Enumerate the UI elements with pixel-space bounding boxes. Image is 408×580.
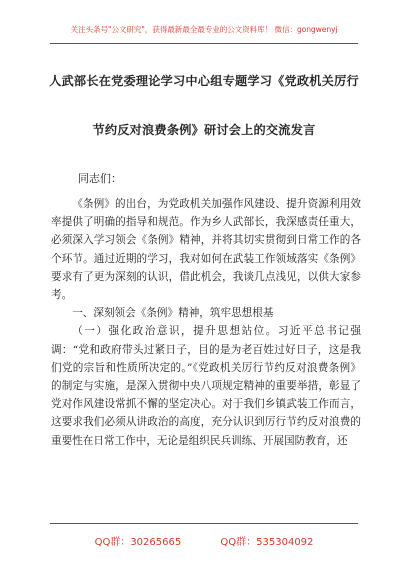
document-title-line-2: 节约反对浪费条例》研讨会上的交流发言 xyxy=(92,123,316,137)
greeting: 同志们： xyxy=(78,172,122,185)
document-title-line-1: 人武部长在党委理论学习中心组专题学习《党政机关厉行 xyxy=(49,74,359,88)
header-divider xyxy=(50,43,358,44)
body-paragraph: 《条例》的出台，为党政机关加强作风建设、提升资源利用效率提供了明确的指导和规范。作为乡人武部长，我深感责任重大，必须深入学习领会《条例》精神，并将其切实贯彻到日常工作的各个环节。通过近期的学习，我对如何在武装工作领域落实《条例》要求有了更为深刻的认识，借此机会，我谈几点浅见，以供大家参考。 xyxy=(51,198,361,302)
footer-divider xyxy=(50,523,358,524)
header-banner: 关注头条号"公文研究"，获得最新最全最专业的公文资料库！ 微信：gongwenyj xyxy=(70,25,338,34)
document-body xyxy=(51,195,361,450)
section-heading: 一、深刻领会《条例》精神，筑牢思想根基 xyxy=(72,307,274,320)
footer-qq-group-1: QQ群：30265665 xyxy=(94,537,182,548)
body-paragraph: （一）强化政治意识，提升思想站位。习近平总书记强调：“党和政府带头过紧日子，目的是为老百姓过好日子，这是我们党的宗旨和性质所决定的。”《党政机关厉行节约反对浪费条例》的制定与实施，是深入贯彻中央八项规定精神的重要举措，彰显了党对作风建设常抓不懈的坚定决心。对于我们乡镇武装工作而言，这要求我们必须从讲政治的高度，充分认识到厉行节约反对浪费的重要性在日常工作中，无论是组织民兵训练、开展国防教育，还 xyxy=(51,325,361,447)
footer-qq-group-2: QQ群：535304092 xyxy=(220,537,314,548)
footer xyxy=(0,533,408,548)
